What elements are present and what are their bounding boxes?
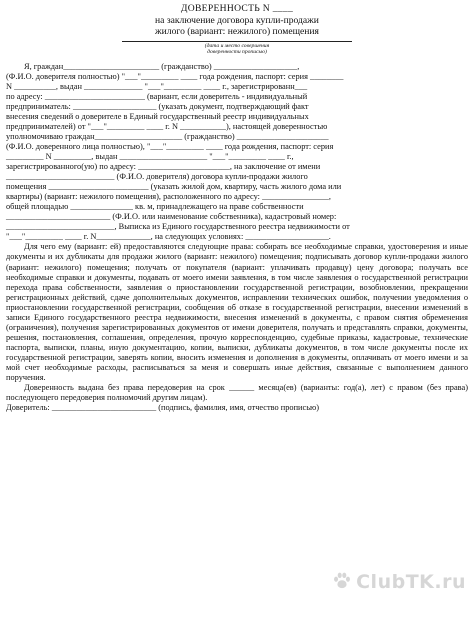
body-line: _________ N _________, выдан _____________________ "___"_________ ____ г., bbox=[6, 152, 294, 162]
body-line: общей площадью _______________ кв. м, принадлежащего на праве собственности bbox=[6, 202, 304, 212]
body-line: __________________________ (Ф.И.О. доверителя) договора купли-продажи жилого bbox=[6, 172, 308, 182]
body-line: по адресу: ________________________ (вариант, если доверитель - индивидуальный bbox=[6, 91, 308, 101]
document-title: ДОВЕРЕННОСТЬ N ____ bbox=[180, 3, 294, 14]
body-line: Я, граждан_______________________ (гражданство) ____________________, bbox=[24, 61, 300, 71]
body-line: предпринимателей) от "___"_________ ____ г. N ___________), настоящей доверенностью bbox=[6, 121, 328, 131]
body-line: квартиры) (вариант: нежилого помещения), расположенного по адресу: ________________, bbox=[6, 192, 331, 202]
body-line: "___"_________ ____ г. N_____________, на следующих условиях: ____________________. bbox=[6, 232, 331, 242]
paw-icon bbox=[331, 570, 353, 592]
body-line: (Ф.И.О. доверенного лица полностью), "___"_________ ____ года рождения, паспорт: серия bbox=[6, 141, 334, 151]
document-body bbox=[6, 62, 468, 414]
date-place-note-line1: (дата и место совершения bbox=[204, 42, 270, 49]
signature-line: Доверитель: _________________________ (подпись, фамилия, имя, отчество прописью) bbox=[6, 403, 320, 413]
document-page bbox=[6, 3, 468, 413]
body-line: (Ф.И.О. доверителя полностью) "___"_________ ____ года рождения, паспорт: серия ________ bbox=[6, 71, 344, 81]
body-line: __________________________, Выписка из Единого государственного реестра недвижимости от bbox=[6, 222, 350, 232]
validity-paragraph: Доверенность выдана без права передоверия на срок ______ месяца(ев) (варианты: год(а), лет) с правом (без права) последующего передоверия полномочий другим лицам). bbox=[6, 383, 468, 403]
document-header bbox=[6, 3, 468, 38]
body-line: внесения сведений о доверителе в Единый государственный реестр индивидуальных bbox=[6, 111, 309, 121]
body-line: _________________________ (Ф.И.О. или наименование собственника), кадастровый номер: bbox=[6, 212, 337, 222]
rights-paragraph: Для чего ему (вариант: ей) предоставляются следующие права: собирать все необходимые справки, удостоверения и иные документы и их дубликаты для продажи жилого (вариант: нежилого) помещения; подписывать договор купли-продажи жилого (вариант: нежилого) помещения; получать от покупателя (вариант: уплачивать продавцу) цену договора; получать все необходимые справки и документы, подавать от моего имени заявления, в том числе заявления о государственной регистрации перехода права собственности, заявления о приостановлении государственной регистрации, возобновлении, прекращении регистрационных действий, сдаче дополнительных документов, исправлении технических ошибок, получении уведомления о приостановлении государственной регистрации, сообщения об отказе в государственной регистрации, внесении изменений в записи Единого государственного реестра недвижимости, внесения изменений в документы, с правом снятия обременения (ограничения), получения зарегистрированных документов от имени доверителя, получать и представлять справки, документы, решения, постановления, соглашения, определения, прочую корреспонденцию, судебные приказы, кадастровые, технические паспорта, выписки, планы, иную документацию, копии, выписки, дубликаты документов, в том числе документы после их государственной регистрации, заверять копии, вносить изменения и дополнения в документы, оплачивать от моего имени и за мой счет необходимые расходы, расписываться за меня и совершать иные действия, связанные с выполнением данного поручения. bbox=[6, 242, 468, 383]
date-place-line bbox=[122, 41, 352, 42]
date-place-note bbox=[6, 43, 468, 56]
watermark bbox=[331, 570, 466, 593]
body-line: помещения ________________________ (указать жилой дом, квартиру, часть жилого дома или bbox=[6, 182, 342, 192]
date-place-note-line2: доверенности прописью) bbox=[207, 49, 267, 56]
body-line: зарегистрированного(ую) по адресу: ______________________, на заключение от имени bbox=[6, 162, 321, 172]
body-line: уполномочиваю граждан_____________________ (гражданство) ______________________ bbox=[6, 131, 329, 141]
document-subtitle-line2: жилого (вариант: нежилого) помещения bbox=[155, 26, 319, 38]
body-line: N __________, выдан ______________ "___"_________ ____ г., зарегистрированн___ bbox=[6, 81, 308, 91]
document-subtitle-line1: на заключение договора купли-продажи bbox=[155, 14, 319, 26]
watermark-text: ClubTK.ru bbox=[356, 571, 466, 593]
body-line: предприниматель: ____________________ (указать документ, подтверждающий факт bbox=[6, 101, 309, 111]
